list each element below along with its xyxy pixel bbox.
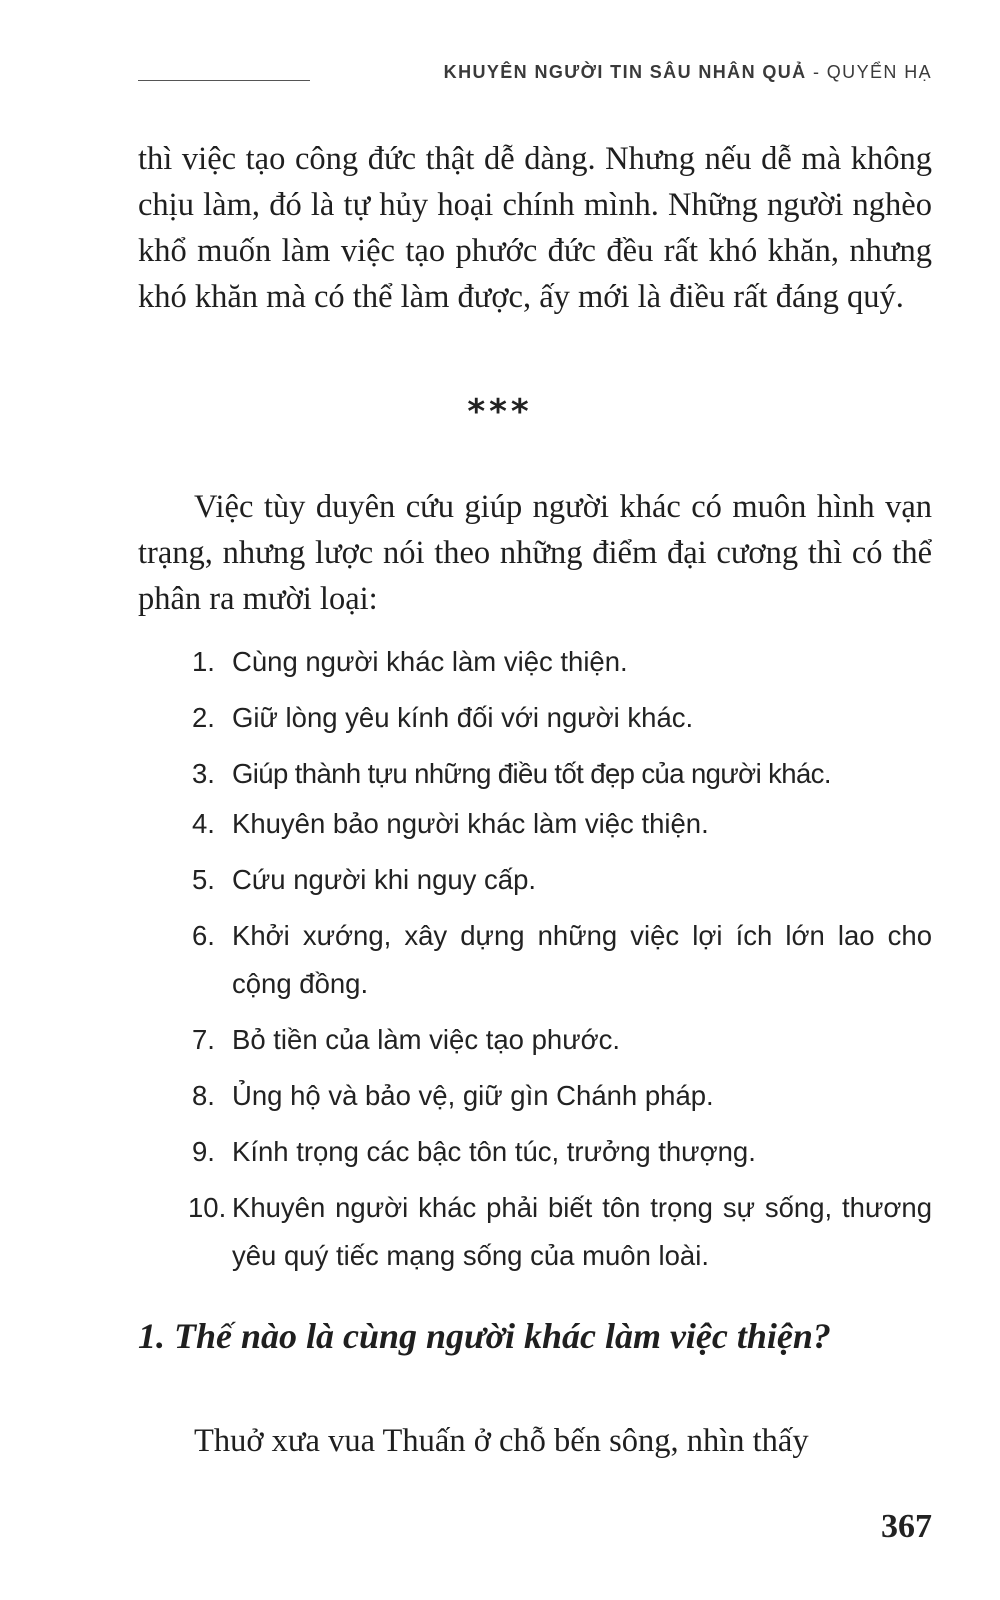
list-text: Giữ lòng yêu kính đối với người khác. xyxy=(232,702,694,733)
list-item xyxy=(192,750,932,798)
list-text: Khởi xướng, xây dựng những việc lợi ích lớn lao cho cộng đồng. xyxy=(232,920,932,999)
list-text: Giúp thành tựu những điều tốt đẹp của người khác. xyxy=(232,758,831,789)
list-text: Khuyên bảo người khác làm việc thiện. xyxy=(232,808,709,839)
numbered-list xyxy=(188,638,932,1288)
paragraph-continuation: thì việc tạo công đức thật dễ dàng. Nhưng nếu dễ mà không chịu làm, đó là tự hủy hoại chính mình. Những người nghèo khổ muốn làm việc tạo phước đức đều rất khó khăn, nhưng khó khăn mà có thể làm được, ấy mới là điều rất đáng quý. xyxy=(138,141,932,315)
paragraph-section-start: Thuở xưa vua Thuấn ở chỗ bến sông, nhìn thấy xyxy=(194,1423,809,1459)
running-header xyxy=(444,62,932,83)
list-number: 8. xyxy=(192,1080,215,1111)
page-number: 367 xyxy=(881,1508,932,1545)
list-item xyxy=(192,856,932,904)
list-text: Cứu người khi nguy cấp. xyxy=(232,864,537,895)
list-number: 7. xyxy=(192,1024,215,1055)
list-text: Khuyên người khác phải biết tôn trọng sự sống, thương yêu quý tiếc mạng sống của muôn loài. xyxy=(232,1192,932,1271)
list-number: 1. xyxy=(192,646,215,677)
list-number: 3. xyxy=(192,758,215,789)
list-item xyxy=(192,1128,932,1176)
list-item xyxy=(192,800,932,848)
list-item xyxy=(188,1184,932,1280)
paragraph-intro: Việc tùy duyên cứu giúp người khác có muôn hình vạn trạng, nhưng lược nói theo những điểm đại cương thì có thể phân ra mười loại: xyxy=(138,489,932,617)
list-number: 5. xyxy=(192,864,215,895)
list-text: Ủng hộ và bảo vệ, giữ gìn Chánh pháp. xyxy=(232,1080,714,1111)
header-volume: QUYỂN HẠ xyxy=(826,62,932,82)
header-separator: - xyxy=(806,62,827,82)
list-item xyxy=(192,1016,932,1064)
header-title: KHUYÊN NGƯỜI TIN SÂU NHÂN QUẢ xyxy=(443,62,807,82)
list-item xyxy=(192,694,932,742)
list-number: 9. xyxy=(192,1136,215,1167)
list-item xyxy=(192,912,932,1008)
list-number: 6. xyxy=(192,920,215,951)
list-number: 4. xyxy=(192,808,215,839)
list-text: Kính trọng các bậc tôn túc, trưởng thượng. xyxy=(232,1136,756,1167)
list-number: 2. xyxy=(192,702,215,733)
list-text: Cùng người khác làm việc thiện. xyxy=(232,646,628,677)
section-separator: *** xyxy=(467,392,533,432)
list-item xyxy=(192,638,932,686)
section-heading: 1. Thế nào là cùng người khác làm việc thiện? xyxy=(138,1316,831,1356)
list-number: 10. xyxy=(188,1192,227,1223)
list-item xyxy=(192,1072,932,1120)
header-rule xyxy=(138,80,310,81)
list-text: Bỏ tiền của làm việc tạo phước. xyxy=(232,1024,621,1055)
